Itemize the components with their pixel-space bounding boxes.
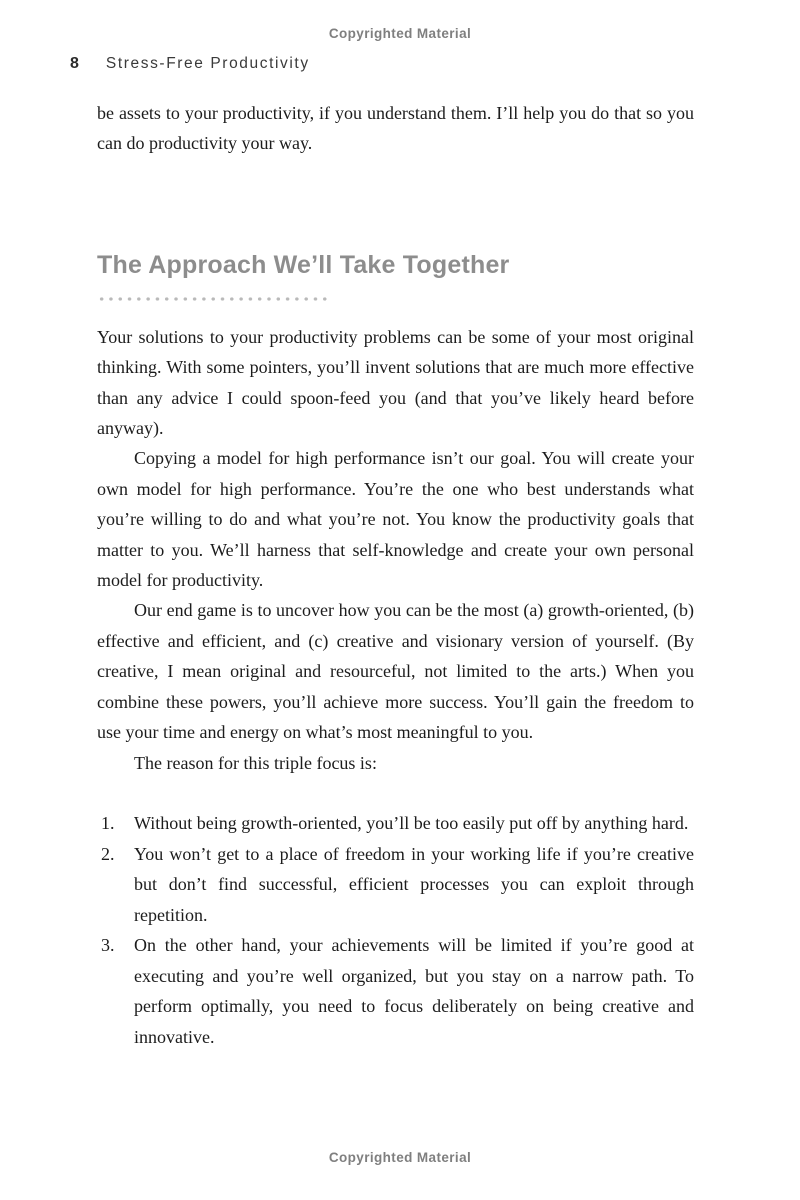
list-item-text: On the other hand, your achievements will be limited if you’re good at executing and you’re well organized, but you stay on a narrow path. To perform optimally, you need to focus deliberately on being creative and innovative. <box>134 935 694 1048</box>
section-heading: The Approach We’ll Take Together <box>97 250 510 279</box>
numbered-list <box>97 808 694 1053</box>
list-item-number: 3. <box>101 935 115 956</box>
dotted-rule <box>97 296 330 302</box>
copyright-notice-top: Copyrighted Material <box>328 26 472 41</box>
list-item <box>97 808 694 839</box>
page-content <box>97 98 694 1053</box>
list-item <box>97 839 694 931</box>
spacer <box>97 778 694 808</box>
running-header <box>70 55 703 73</box>
running-header-title: Stress-Free Productivity <box>105 55 310 72</box>
list-item-text: You won’t get to a place of freedom in your working life if you’re creative but don’t find successful, efficient processes you can exploit through repetition. <box>134 843 694 925</box>
paragraph-3: Our end game is to uncover how you can be the most (a) growth-oriented, (b) effective and efficient, and (c) creative and visionary version of yourself. (By creative, I mean original and resourceful, not limited to the arts.) When you combine these powers, you’ll achieve more success. You’ll gain the freedom to use your time and energy on what’s most meaningful to you. <box>97 600 694 743</box>
list-item-number: 2. <box>101 843 115 864</box>
paragraph-2: Copying a model for high performance isn’t our goal. You will create your own model for high performance. You’re the one who best understands what you’re willing to do and what you’re not. You know the productivity goals that matter to you. We’ll harness that self-knowledge and create your own personal model for productivity. <box>97 448 694 591</box>
list-item-text: Without being growth-oriented, you’ll be too easily put off by anything hard. <box>134 812 689 833</box>
list-intro-paragraph: The reason for this triple focus is: <box>134 752 377 773</box>
list-item-number: 1. <box>101 812 115 833</box>
page-number: 8 <box>70 55 79 72</box>
list-item <box>97 930 694 1052</box>
copyright-notice-bottom: Copyrighted Material <box>328 1150 472 1165</box>
paragraph-1: Your solutions to your productivity problems can be some of your most original thinking. With some pointers, you’ll invent solutions that are much more effective than any advice I could spoon-feed you (and that you’ve likely heard before anyway). <box>97 326 694 439</box>
intro-paragraph: be assets to your productivity, if you understand them. I’ll help you do that so you can do productivity your way. <box>97 103 694 154</box>
